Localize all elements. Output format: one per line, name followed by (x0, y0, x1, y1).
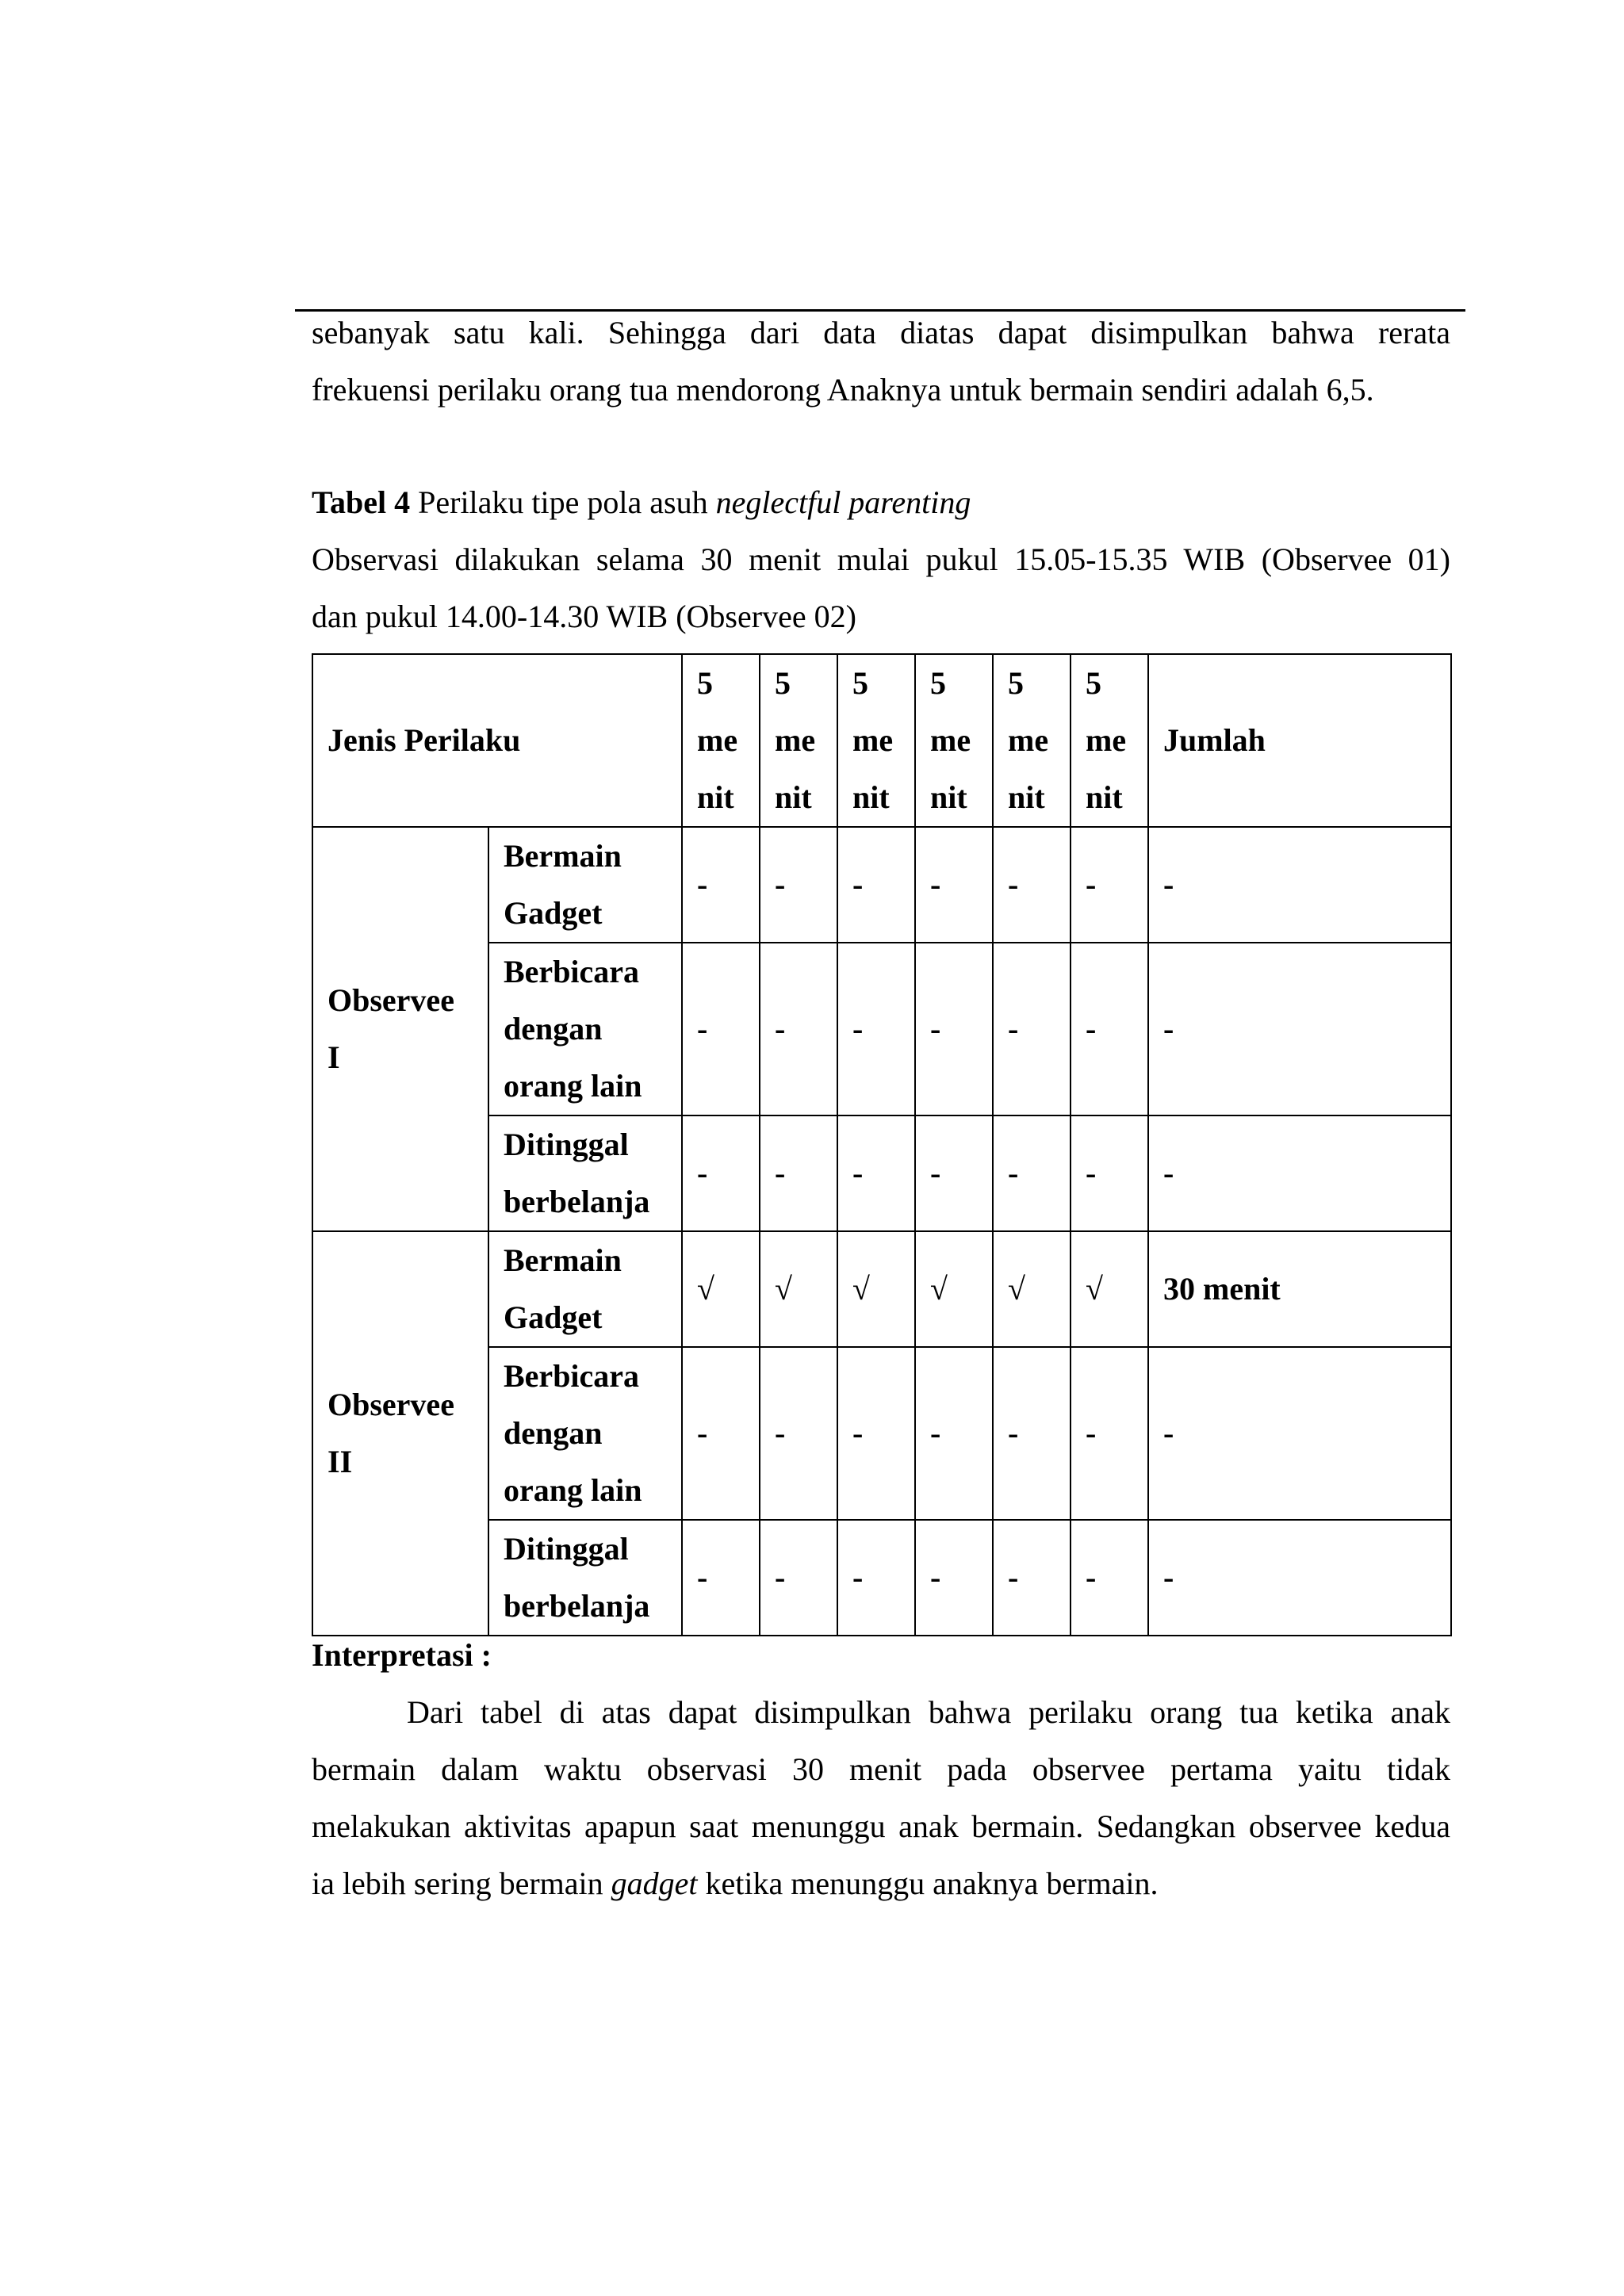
behavior-line: Bermain (504, 1242, 622, 1278)
interpretation-line-4 (312, 1866, 1158, 1901)
interpretation-line-4-a: ia lebih sering bermain (312, 1866, 603, 1901)
group-name-line: Observee (327, 982, 454, 1018)
dash-mark: - (915, 827, 993, 943)
header-interval-line: nit (697, 779, 734, 815)
header-interval (993, 654, 1071, 827)
behavior-line: Berbicara (504, 1358, 640, 1394)
dash-mark: - (915, 1115, 993, 1231)
dash-mark: - (837, 943, 915, 1115)
total-cell: - (1148, 1520, 1451, 1636)
header-behavior: Jenis Perilaku (312, 654, 682, 827)
total-cell: 30 menit (1148, 1231, 1451, 1347)
interpretation-line-2: bermain dalam waktu observasi 30 menit pada observee pertama yaitu tidak (312, 1751, 1450, 1787)
dash-mark: - (760, 943, 837, 1115)
header-interval-line: 5 (930, 665, 946, 701)
header-interval (682, 654, 760, 827)
header-interval-line: nit (1008, 779, 1045, 815)
behavior-cell (488, 827, 682, 943)
dash-mark: - (837, 1115, 915, 1231)
header-interval-line: 5 (852, 665, 868, 701)
behavior-line: Ditinggal (504, 1531, 629, 1567)
dash-mark: - (760, 1115, 837, 1231)
dash-mark: - (837, 827, 915, 943)
header-interval-line: me (697, 722, 738, 758)
check-mark: √ (682, 1231, 760, 1347)
dash-mark: - (915, 1347, 993, 1520)
header-interval-line: 5 (1008, 665, 1024, 701)
header-interval-line: me (852, 722, 894, 758)
interpretation-line-3: melakukan aktivitas apapun saat menunggu anak bermain. Sedangkan observee kedua (312, 1808, 1450, 1844)
header-interval-line: me (1086, 722, 1127, 758)
behavior-line: orang lain (504, 1068, 642, 1104)
dash-mark: - (993, 943, 1071, 1115)
caption-label: Tabel 4 (312, 484, 411, 520)
header-interval-line: nit (1086, 779, 1123, 815)
observation-table (312, 653, 1452, 1636)
table-row (312, 1231, 1451, 1347)
group-name-line: II (327, 1444, 353, 1479)
header-total: Jumlah (1148, 654, 1451, 827)
behavior-line: Gadget (504, 895, 603, 931)
table-row (312, 827, 1451, 943)
intro-line-1: sebanyak satu kali. Sehingga dari data diatas dapat disimpulkan bahwa rerata (312, 315, 1450, 350)
dash-mark: - (760, 1520, 837, 1636)
behavior-line: Ditinggal (504, 1127, 629, 1162)
observation-note (312, 531, 1450, 645)
header-interval-line: nit (852, 779, 890, 815)
dash-mark: - (1071, 943, 1148, 1115)
header-interval-line: me (930, 722, 971, 758)
dash-mark: - (760, 827, 837, 943)
dash-mark: - (993, 1347, 1071, 1520)
header-interval (1071, 654, 1148, 827)
dash-mark: - (1071, 827, 1148, 943)
behavior-line: dengan (504, 1415, 603, 1451)
behavior-cell (488, 1115, 682, 1231)
header-interval-line: 5 (1086, 665, 1101, 701)
interpretation-title: Interpretasi : (312, 1637, 492, 1673)
dash-mark: - (682, 1347, 760, 1520)
dash-mark: - (682, 1520, 760, 1636)
dash-mark: - (915, 1520, 993, 1636)
header-interval-line: nit (930, 779, 967, 815)
dash-mark: - (1071, 1347, 1148, 1520)
behavior-line: Berbicara (504, 954, 640, 989)
table-caption (312, 474, 971, 531)
header-interval-line: 5 (697, 665, 713, 701)
dash-mark: - (837, 1347, 915, 1520)
behavior-line: Gadget (504, 1299, 603, 1335)
group-name-line: Observee (327, 1387, 454, 1422)
header-interval-line: me (775, 722, 816, 758)
dash-mark: - (682, 827, 760, 943)
dash-mark: - (1071, 1115, 1148, 1231)
total-cell: - (1148, 943, 1451, 1115)
check-mark: √ (1071, 1231, 1148, 1347)
dash-mark: - (682, 1115, 760, 1231)
behavior-cell (488, 1231, 682, 1347)
header-interval-line: 5 (775, 665, 791, 701)
check-mark: √ (837, 1231, 915, 1347)
interpretation-line-4-em: gadget (611, 1866, 698, 1901)
behavior-line: dengan (504, 1011, 603, 1047)
dash-mark: - (760, 1347, 837, 1520)
dash-mark: - (1071, 1520, 1148, 1636)
interpretation-paragraph (312, 1684, 1450, 1912)
intro-paragraph (312, 304, 1450, 419)
dash-mark: - (915, 943, 993, 1115)
total-cell: - (1148, 827, 1451, 943)
group-name-line: I (327, 1039, 340, 1075)
behavior-cell (488, 1520, 682, 1636)
behavior-line: berbelanja (504, 1588, 650, 1624)
check-mark: √ (760, 1231, 837, 1347)
observation-note-line-1: Observasi dilakukan selama 30 menit mulai pukul 15.05-15.35 WIB (Observee 01) (312, 541, 1450, 577)
group-name-observee-1 (312, 827, 488, 1231)
check-mark: √ (915, 1231, 993, 1347)
header-interval (760, 654, 837, 827)
total-cell: - (1148, 1115, 1451, 1231)
interpretation-line-1-text: Dari tabel di atas dapat disimpulkan bahwa perilaku orang tua ketika anak (407, 1694, 1450, 1730)
interpretation-line-1 (312, 1684, 1450, 1741)
behavior-line: Bermain (504, 838, 622, 874)
behavior-line: orang lain (504, 1472, 642, 1508)
dash-mark: - (993, 1520, 1071, 1636)
header-interval-line: nit (775, 779, 812, 815)
dash-mark: - (993, 827, 1071, 943)
observation-note-line-2: dan pukul 14.00-14.30 WIB (Observee 02) (312, 599, 856, 634)
caption-italic: neglectful parenting (715, 484, 971, 520)
intro-line-2: frekuensi perilaku orang tua mendorong Anaknya untuk bermain sendiri adalah 6,5. (312, 372, 1374, 408)
dash-mark: - (993, 1115, 1071, 1231)
behavior-line: berbelanja (504, 1184, 650, 1219)
behavior-cell (488, 1347, 682, 1520)
behavior-cell (488, 943, 682, 1115)
header-interval (915, 654, 993, 827)
dash-mark: - (682, 943, 760, 1115)
check-mark: √ (993, 1231, 1071, 1347)
dash-mark: - (837, 1520, 915, 1636)
caption-text: Perilaku tipe pola asuh (418, 484, 708, 520)
total-cell: - (1148, 1347, 1451, 1520)
header-interval-line: me (1008, 722, 1049, 758)
group-name-observee-2 (312, 1231, 488, 1636)
interpretation-line-4-b: ketika menunggu anaknya bermain. (705, 1866, 1159, 1901)
table-header-row (312, 654, 1451, 827)
header-interval (837, 654, 915, 827)
